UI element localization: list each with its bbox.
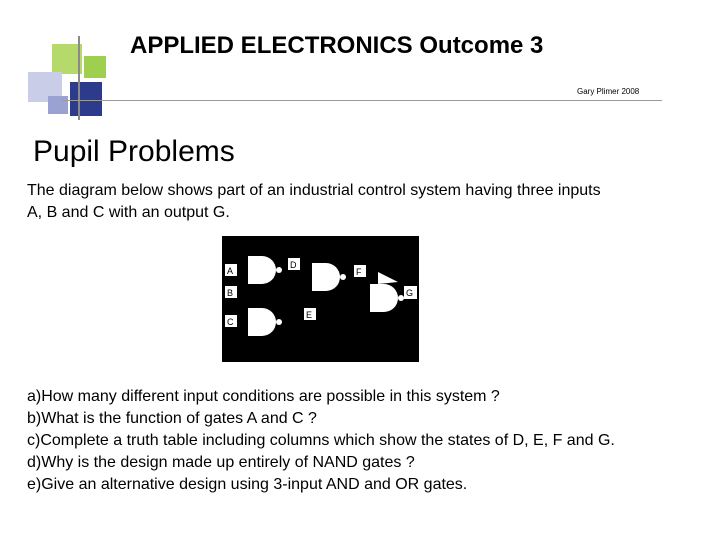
nand-gate-a — [248, 256, 276, 284]
label-a: A — [227, 266, 234, 276]
corner-decoration — [0, 0, 120, 120]
light-square-decoration — [48, 96, 68, 114]
question-item: b)What is the function of gates A and C ? — [27, 410, 317, 427]
intro-paragraph — [27, 180, 687, 224]
label-e: E — [306, 310, 313, 320]
author-credit: Gary Plimer 2008 — [577, 87, 640, 96]
label-b: B — [227, 288, 234, 298]
section-heading: Pupil Problems — [33, 135, 235, 168]
nand-gate-output — [370, 284, 398, 312]
navy-square-decoration — [70, 82, 102, 116]
question-item: a)How many different input conditions are possible in this system ? — [27, 388, 500, 405]
label-g: G — [406, 288, 414, 298]
question-item: d)Why is the design made up entirely of NAND gates ? — [27, 454, 415, 471]
green-bar-decoration — [84, 56, 106, 78]
gate-a-bubble — [276, 267, 282, 273]
nand-gate-b — [312, 263, 340, 291]
header-divider — [62, 100, 662, 101]
output-gate-bubble — [398, 295, 404, 301]
gate-b-bubble — [340, 274, 346, 280]
nand-gate-c — [248, 308, 276, 336]
label-c: C — [227, 317, 234, 327]
label-f: F — [356, 267, 362, 277]
vertical-line-decoration — [78, 36, 80, 120]
nand-gate-diagram — [222, 236, 419, 362]
question-item: c)Complete a truth table including columns which show the states of D, E, F and G. — [27, 432, 615, 449]
label-d: D — [290, 260, 297, 270]
gate-c-bubble — [276, 319, 282, 325]
slide-title: APPLIED ELECTRONICS Outcome 3 — [130, 32, 544, 59]
intro-line: A, B and C with an output G. — [27, 204, 230, 221]
intro-line: The diagram below shows part of an industrial control system having three inputs — [27, 182, 601, 199]
question-list — [27, 386, 707, 496]
question-item: e)Give an alternative design using 3-input AND and OR gates. — [27, 476, 468, 493]
